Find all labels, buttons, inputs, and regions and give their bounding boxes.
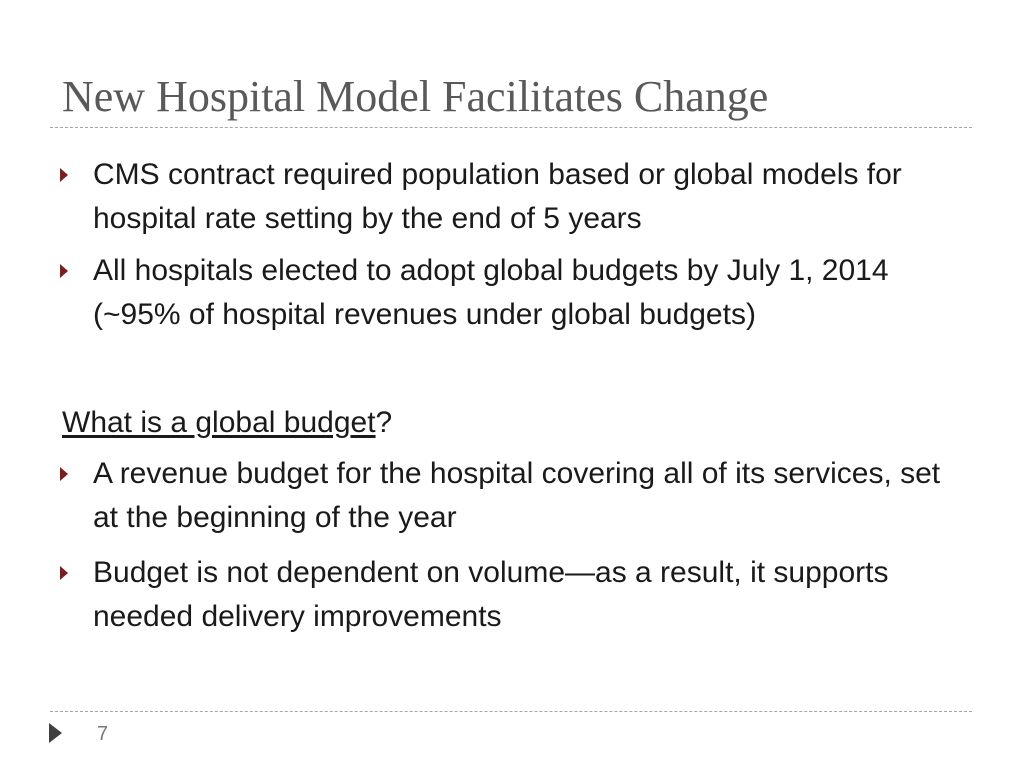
bullet-text: CMS contract required population based or global models for hospital rate setting by the end of 5 years (93, 158, 902, 235)
bullet-item (60, 551, 960, 639)
slide-title: New Hospital Model Facilitates Change (62, 72, 769, 121)
title-divider (50, 127, 972, 128)
section-subheading (62, 401, 392, 445)
bullet-text: All hospitals elected to adopt global budgets by July 1, 2014 (~95% of hospital revenues under global budgets) (93, 254, 889, 331)
subheading-suffix: ? (375, 406, 393, 439)
bullet-item (60, 452, 960, 540)
subheading-underlined-text: What is a global budget (62, 406, 376, 439)
triangle-right-icon (60, 264, 68, 278)
bullet-item (60, 153, 960, 241)
page-number: 7 (97, 723, 109, 745)
triangle-right-icon (60, 566, 68, 580)
triangle-right-icon (60, 467, 68, 481)
play-arrow-icon[interactable] (49, 723, 62, 743)
bullet-text: Budget is not dependent on volume—as a result, it supports needed delivery improvements (93, 556, 889, 633)
bullet-item (60, 249, 960, 337)
triangle-right-icon (60, 168, 68, 182)
bullet-text: A revenue budget for the hospital covering all of its services, set at the beginning of the year (93, 457, 941, 534)
footer-divider (50, 711, 972, 712)
